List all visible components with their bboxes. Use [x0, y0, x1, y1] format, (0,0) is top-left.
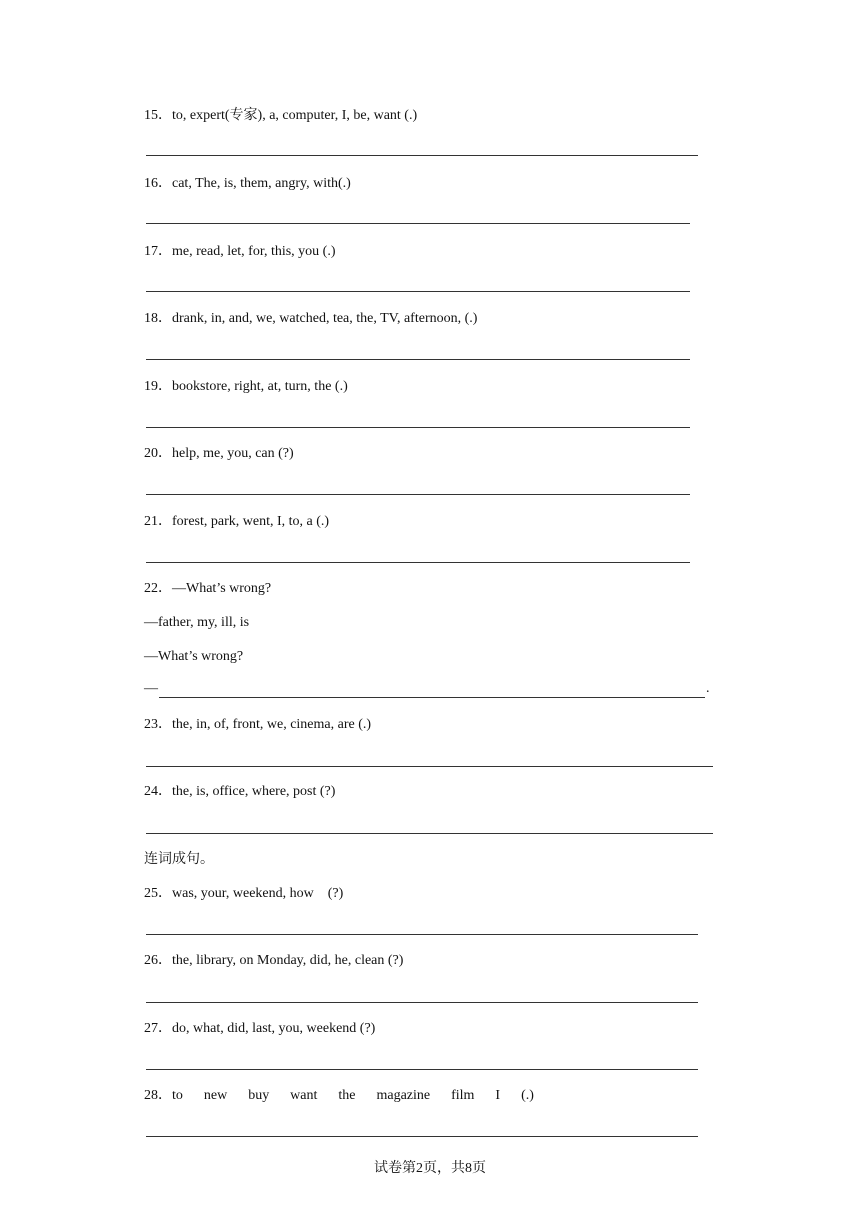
question-text: drank, in, and, we, watched, tea, the, TV, afternoon, (.) [172, 311, 478, 326]
answer-line-24[interactable] [146, 833, 713, 834]
period-suffix: . [706, 681, 710, 696]
answer-line-18[interactable] [146, 359, 690, 360]
answer-line-27[interactable] [146, 1069, 698, 1070]
page-footer: 试卷第2页，共8页 [374, 1161, 486, 1176]
question-number: 27． [144, 1021, 172, 1036]
question-text: to, expert(专家), a, computer, I, be, want (.) [172, 108, 418, 123]
question-17 [144, 243, 336, 261]
word: film [451, 1088, 475, 1103]
answer-line-22[interactable] [144, 680, 710, 698]
answer-line-17[interactable] [146, 291, 690, 292]
answer-line-16[interactable] [146, 223, 690, 224]
question-number: 23． [144, 717, 172, 732]
answer-blank[interactable] [159, 684, 705, 698]
question-number: 26． [144, 953, 172, 968]
question-28 [144, 1087, 534, 1105]
question-26 [144, 952, 403, 970]
word: new [203, 1088, 228, 1103]
word: magazine [376, 1088, 431, 1103]
word: the [338, 1088, 356, 1103]
question-words [172, 1087, 534, 1105]
question-text: me, read, let, for, this, you (.) [172, 244, 336, 259]
question-number: 19． [144, 379, 172, 394]
question-number: 22． [144, 581, 172, 596]
question-text: cat, The, is, them, angry, with(.) [172, 176, 351, 191]
dialogue-line: —What’s wrong? [144, 649, 244, 664]
question-text: the, in, of, front, we, cinema, are (.) [172, 717, 372, 732]
dash-prefix: — [144, 681, 158, 696]
question-text: do, what, did, last, you, weekend (?) [172, 1021, 376, 1036]
question-number: 21． [144, 514, 172, 529]
dialogue-line: —father, my, ill, is [144, 615, 250, 630]
answer-line-15[interactable] [146, 155, 698, 156]
question-text: —What’s wrong? [172, 581, 272, 596]
word: I [495, 1088, 501, 1103]
question-number: 20． [144, 446, 172, 461]
word: to [172, 1088, 183, 1103]
question-16 [144, 175, 351, 193]
word: (.) [521, 1088, 534, 1103]
word: buy [248, 1088, 270, 1103]
answer-line-25[interactable] [146, 934, 698, 935]
question-18 [144, 310, 477, 328]
question-text: help, me, you, can (?) [172, 446, 294, 461]
word: want [290, 1088, 318, 1103]
question-text: forest, park, went, I, to, a (.) [172, 514, 330, 529]
answer-line-26[interactable] [146, 1002, 698, 1003]
question-number: 28． [144, 1088, 172, 1103]
question-15 [144, 107, 417, 125]
question-25 [144, 885, 343, 903]
question-21 [144, 513, 329, 531]
question-text: was, your, weekend, how (?) [172, 886, 344, 901]
question-text: the, library, on Monday, did, he, clean (?) [172, 953, 404, 968]
question-number: 15． [144, 108, 172, 123]
question-number: 18． [144, 311, 172, 326]
question-number: 25． [144, 886, 172, 901]
question-22 [144, 580, 271, 598]
question-27 [144, 1020, 375, 1038]
section-heading: 连词成句。 [144, 852, 214, 867]
answer-line-20[interactable] [146, 494, 690, 495]
question-20 [144, 445, 294, 463]
question-number: 24． [144, 784, 172, 799]
question-24 [144, 783, 335, 801]
question-text: bookstore, right, at, turn, the (.) [172, 379, 348, 394]
question-23 [144, 716, 371, 734]
answer-line-21[interactable] [146, 562, 690, 563]
question-text: the, is, office, where, post (?) [172, 784, 336, 799]
answer-line-19[interactable] [146, 427, 690, 428]
answer-line-23[interactable] [146, 766, 713, 767]
question-19 [144, 378, 348, 396]
answer-line-28[interactable] [146, 1136, 698, 1137]
question-number: 17． [144, 244, 172, 259]
question-number: 16． [144, 176, 172, 191]
